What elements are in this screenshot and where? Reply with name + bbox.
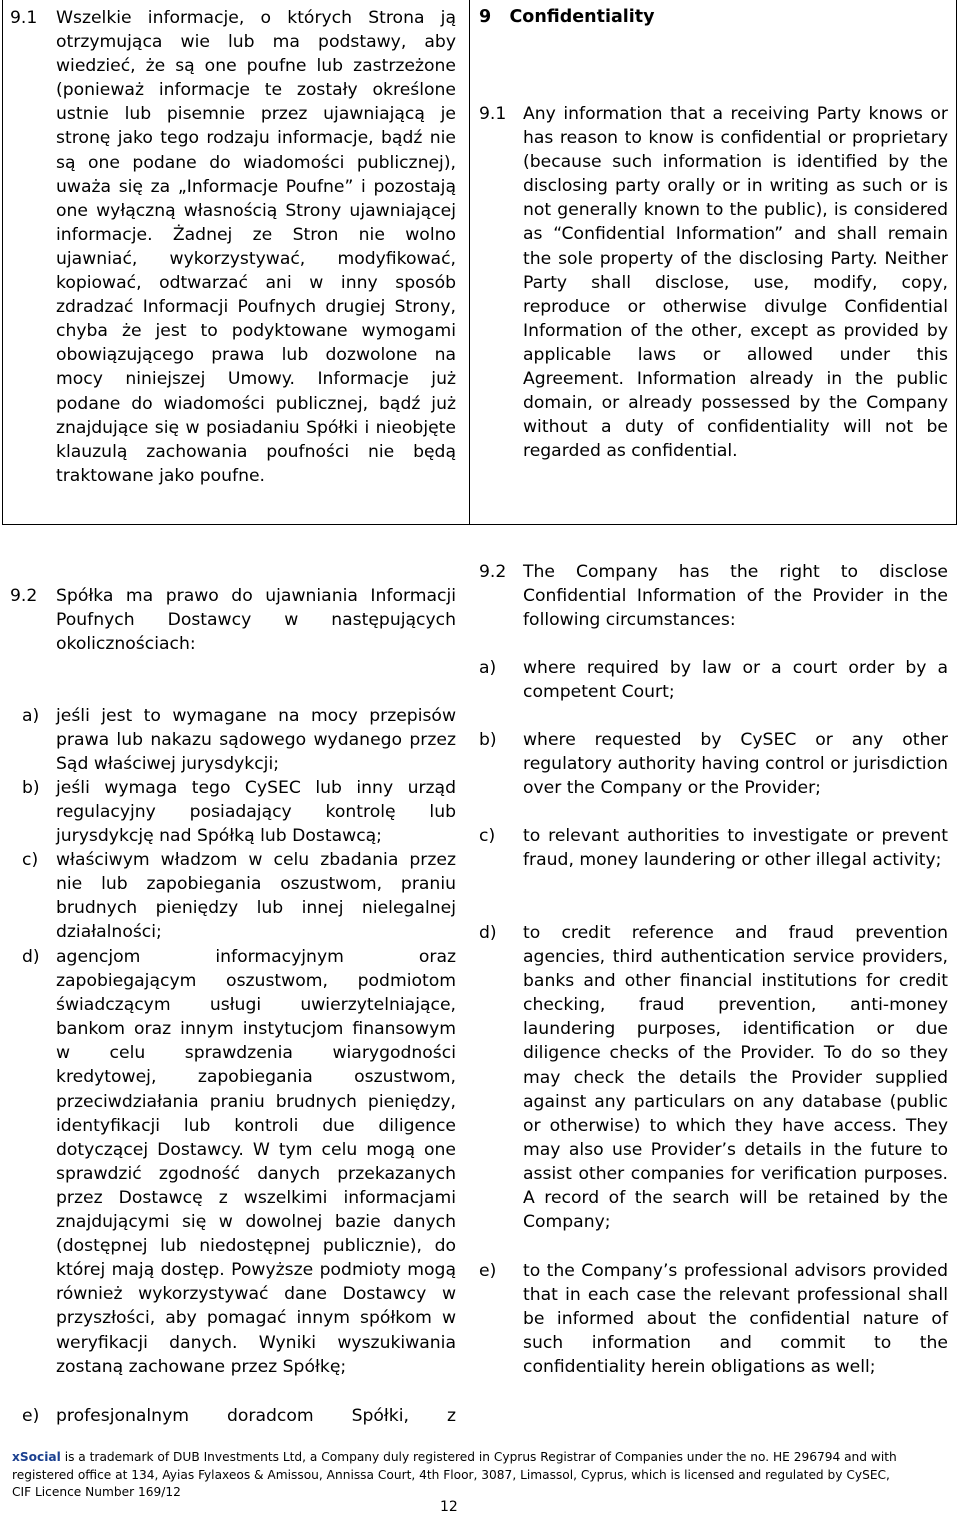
clause-text: Wszelkie informacje, o których Strona ją otrzymująca wie lub ma podstawy, aby wiedzieć, że są one poufne lub zastrzeżone (ponieważ informacje te zostały określone ustnie lub pisemnie przez ujawniającą je stronę jako tego rodzaju informacje, bądź nie są one podane do wiadomości publicznej), uważa się za „Informacje Poufne” i pozostają one wyłączną własnością Strony ujawniającej informacje. Żadnej ze Stron nie wolno ujawniać, wykorzystywać, modyfikować, kopiować, odtwarzać ani w inny sposób zdradzać Informacji Poufnych drugiej Strony, chyba że jest to podyktowane wymogami obowiązującego prawa lub dozwolone na mocy niniejszej Umowy. Informacje już podane do wiadomości publicznej, bądź już znajdujące się w posiadaniu Spółki i nieobjęte klauzulą zachowania poufności nie będą traktowane jako poufne. <box>56 8 456 486</box>
item-text: właściwym władzom w celu zbadania przez nie lub zapobiegania oszustwom, praniu brudnych pieniędzy lub innej nielegalnej działalności; <box>56 850 456 943</box>
clause-text: The Company has the right to disclose Confidential Information of the Provider in the following circumstances: <box>523 562 948 631</box>
footer-text: is a trademark of DUB Investments Ltd, a Company duly registered in Cyprus Registrar of Companies under the no. HE 296794 and with registered office at 134, Ayias Fylaxeos & Amissou, Annissa Court, 4th Floor, 3087, Limassol, Cyprus, which is licensed and regulated by CySEC, CIF Licence Number 169/12 <box>12 1450 897 1500</box>
list-item <box>22 776 456 848</box>
clause-9-2-polish <box>10 584 456 656</box>
item-label: a) <box>22 706 40 726</box>
item-label: a) <box>479 658 497 678</box>
item-label: d) <box>22 947 40 967</box>
clause-number: 9.1 <box>479 104 507 124</box>
item-text: where required by law or a court order by a competent Court; <box>523 658 948 703</box>
list-item <box>479 728 948 800</box>
item-label: d) <box>479 923 497 943</box>
clause-9-2-english <box>479 560 948 632</box>
item-text: jeśli jest to wymagane na mocy przepisów prawa lub nakazu sądowego wydanego przez Sąd właściwej jurysdykcji; <box>56 706 456 775</box>
list-item <box>22 945 456 1379</box>
brand-name: xSocial <box>12 1450 61 1464</box>
section-heading: 9 Confidentiality <box>479 7 655 27</box>
clause-text: Any information that a receiving Party knows or has reason to know is confidential or proprietary (because such information is identified by the disclosing party orally or in writing as such or is not generally known to the public), is considered as “Confidential Information” and shall remain the sole property of the disclosing Party. Neither Party shall disclose, use, modify, copy, reproduce or otherwise divulge Confidential Information of the other, except as provided by applicable laws or allowed under this Agreement. Information already in the public domain, or already possessed by the Company without a duty of confidentiality will not be regarded as confidential. <box>523 104 948 462</box>
list-item <box>479 824 948 872</box>
clause-9-1-polish <box>10 6 456 488</box>
column-divider <box>469 0 470 524</box>
list-item <box>479 921 948 1234</box>
item-text: where requested by CySEC or any other regulatory authority having control or jurisdiction over the Company or the Provider; <box>523 730 948 799</box>
list-item <box>22 704 456 776</box>
item-text: agencjom informacyjnym oraz zapobiegającym oszustwom, podmiotom świadczącym usługi uwierzytelniające, bankom oraz innym instytucjom finansowym w celu sprawdzenia wiarygodności kredytowej, zapobiegania oszustwom, przeciwdziałania praniu brudnych pieniędzy, identyfikacji lub kontroli due diligence dotyczącej Dostawcy. W tym celu mogą one sprawdzić zgodność danych przekazanych przez Dostawcę z wszelkimi informacjami znajdującymi się w dowolnej bazie danych (dostępnej lub niedostępnej publicznie), do której mają dostęp. Powyższe podmioty mogą również wykorzystywać dane Dostawcy w przyszłości, aby pomagać innym spółkom w weryfikacji danych. Wyniki wyszukiwania zostaną zachowane przez Spółkę; <box>56 947 456 1377</box>
item-label: c) <box>22 850 39 870</box>
clause-number: 9.2 <box>479 562 507 582</box>
list-item <box>479 1259 948 1379</box>
list-item <box>22 848 456 944</box>
item-label: b) <box>479 730 497 750</box>
item-label: e) <box>22 1406 40 1426</box>
item-label: c) <box>479 826 496 846</box>
clause-9-1-english <box>479 102 948 463</box>
item-text: profesjonalnym doradcom Spółki, z <box>56 1406 456 1426</box>
page-footer <box>12 1449 912 1502</box>
clause-number: 9.1 <box>10 8 38 28</box>
clause-text: Spółka ma prawo do ujawniania Informacji Poufnych Dostawcy w następujących okolicznościach: <box>56 586 456 655</box>
item-text: to relevant authorities to investigate or prevent fraud, money laundering or other illegal activity; <box>523 826 948 871</box>
item-text: to credit reference and fraud prevention agencies, third authentication service providers, banks and other financial institutions for credit checking, fraud prevention, anti-money laundering purposes, identification or due diligence checks of the Provider. To do so they may check the details the Provider supplied against any particulars on any database (public or otherwise) to which they have access. They may also use Provider’s details in the future to assist other companies for verification purposes. A record of the search will be retained by the Company; <box>523 923 948 1233</box>
item-text: jeśli wymaga tego CySEC lub inny urząd regulacyjny posiadający kontrolę lub jurysdykcję nad Spółką lub Dostawcą; <box>56 778 456 847</box>
list-item <box>22 1404 456 1428</box>
item-text: to the Company’s professional advisors provided that in each case the relevant professional shall be informed about the confidential nature of such information and commit to the confidentiality herein obligations as well; <box>523 1261 948 1378</box>
item-label: b) <box>22 778 40 798</box>
page-number: 12 <box>440 1499 458 1515</box>
item-label: e) <box>479 1261 497 1281</box>
clause-number: 9.2 <box>10 586 38 606</box>
list-item <box>479 656 948 704</box>
